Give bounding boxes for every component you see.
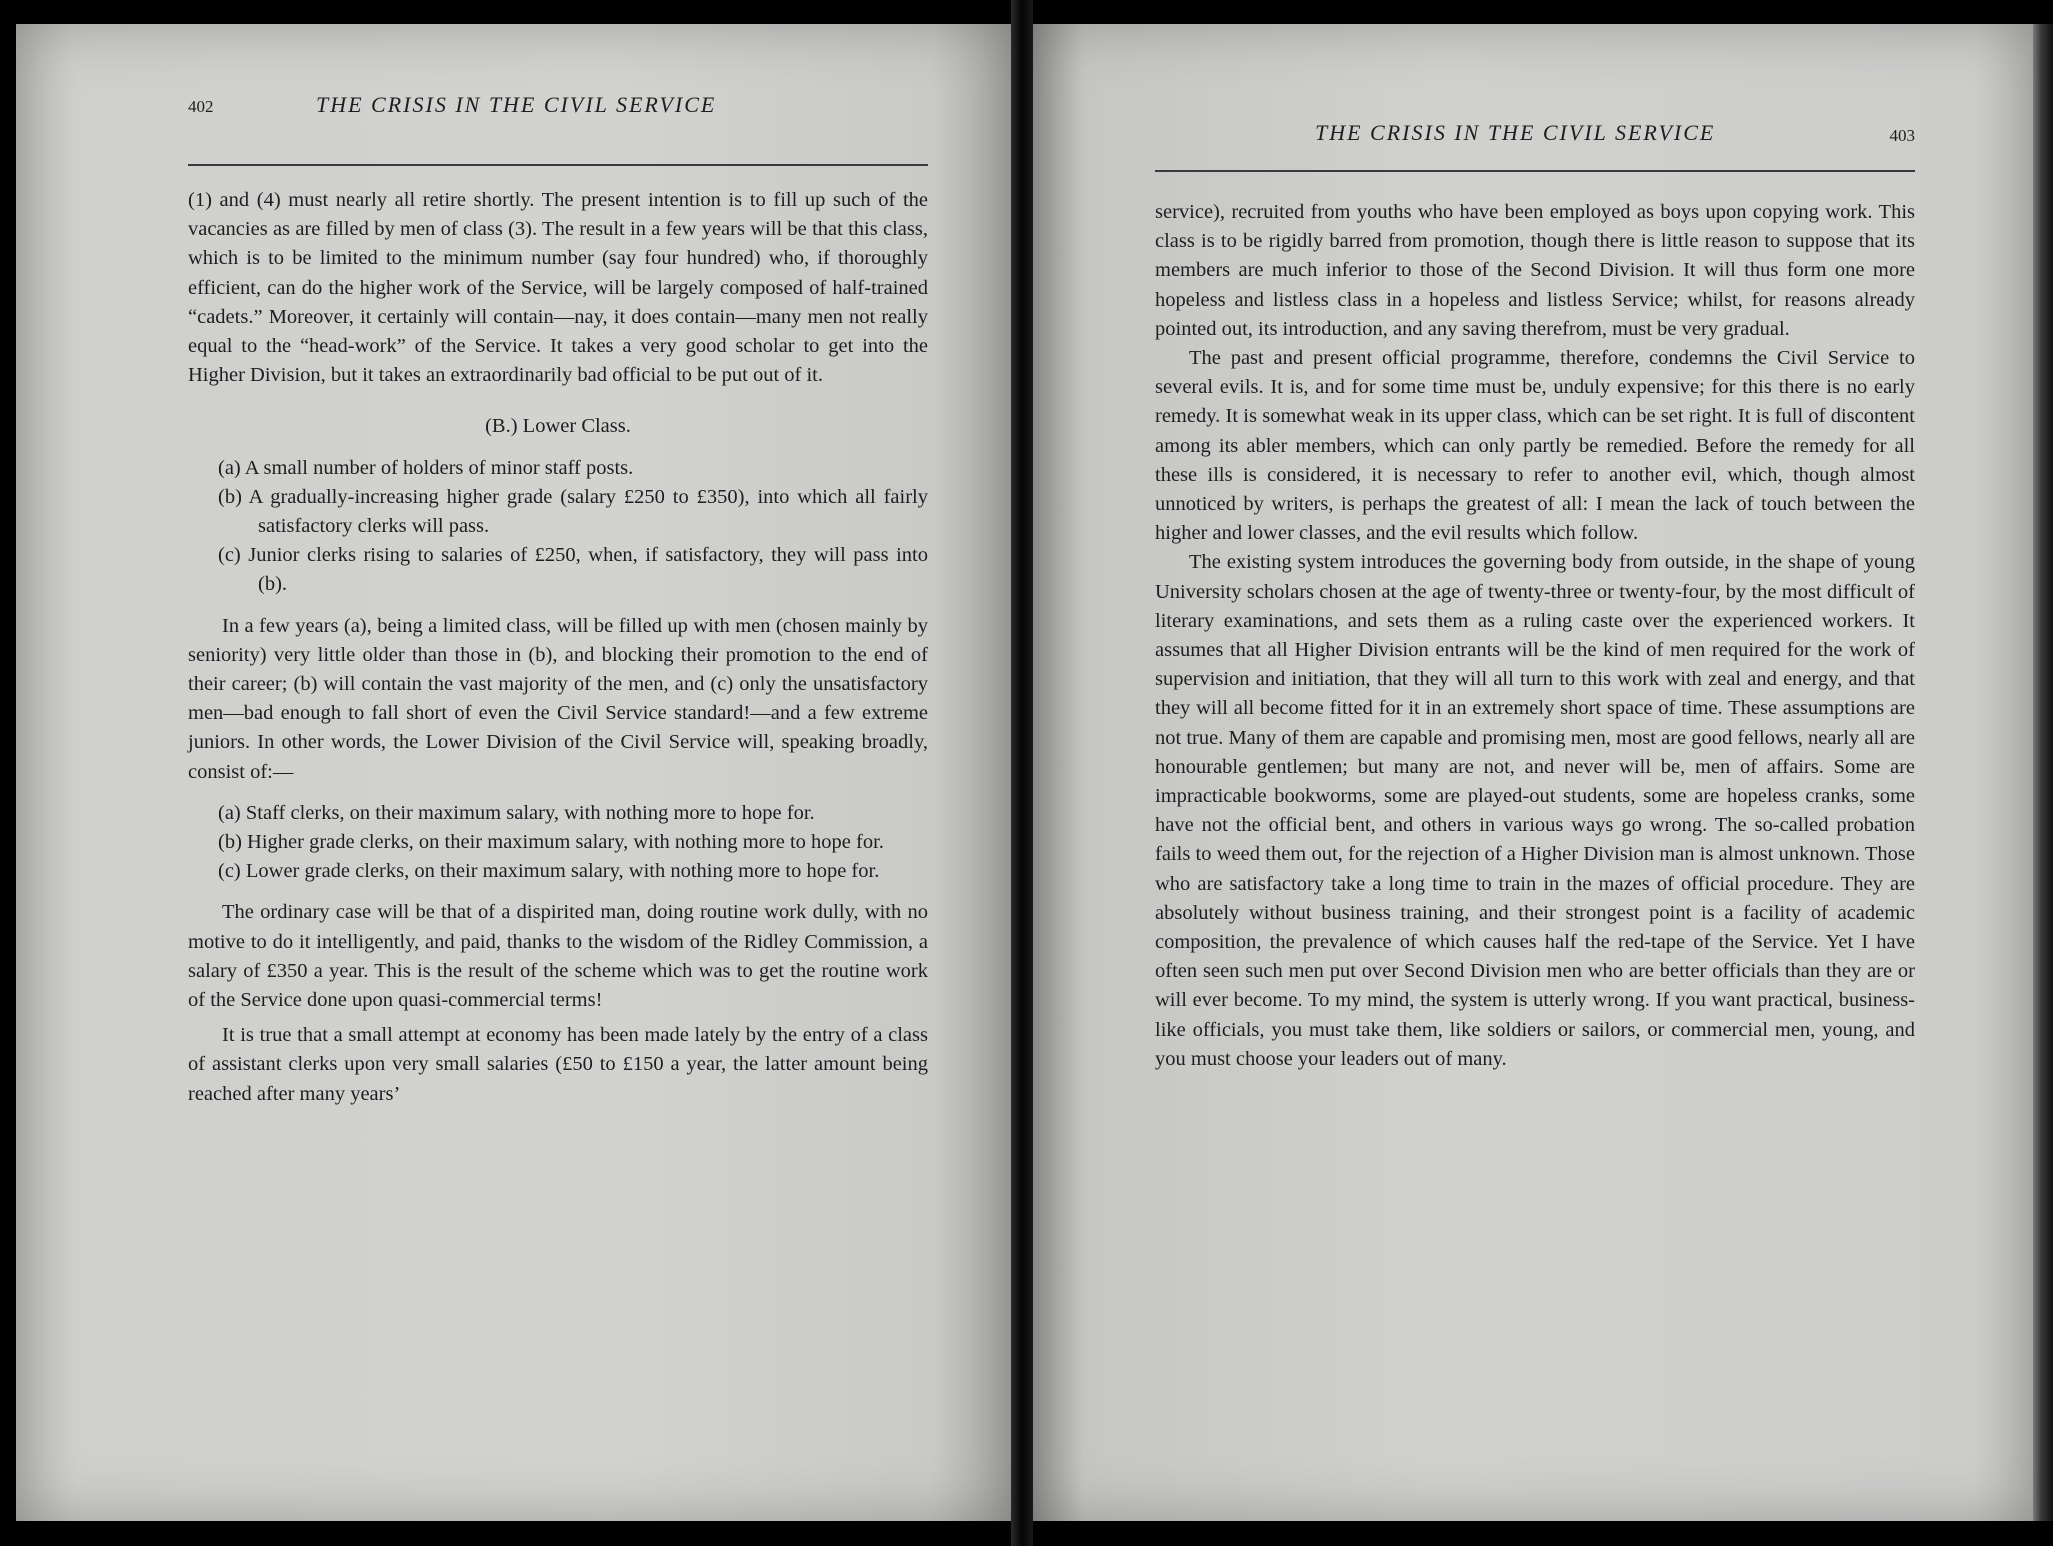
left-page <box>16 24 1011 1521</box>
left-paragraph-4: It is true that a small attempt at economy has been made lately by the entry of a class of assistant clerks upon very small salaries (£50 to £150 a year, the latter amount being reached after many years’ <box>188 1024 928 1105</box>
right-paragraph-1: service), recruited from youths who have been employed as boys upon copying work. This class is to be rigidly barred from promotion, though there is little reason to suppose that its members are much inferior to those of the Second Division. It will thus form one more hopeless and listless class in a hopeless and listless Service; whilst, for reasons already pointed out, its introduction, and any saving therefrom, must be very gradual. <box>1155 201 1915 340</box>
right-paragraph-3: The existing system introduces the governing body from outside, in the shape of young University scholars chosen at the age of twenty-three or twenty-four, by the most difficult of literary examinations, and sets them as a ruling caste over the experienced workers. It assumes that all Higher Division entrants will be the kind of men required for the work of supervision and initiation, that they will all turn to this work with zeal and energy, and that they will all become fitted for it in an extremely short space of time. These assumptions are not true. Many of them are capable and promising men, most are good fellows, nearly all are honourable gentlemen; but many are not, and never will be, men of affairs. Some are impracticable bookworms, some are played-out students, some are hopeless cranks, some have not the official bent, and others in various ways go wrong. The so-called probation fails to weed them out, for the rejection of a Higher Division man is almost unknown. Those who are satisfactory take a long time to train in the mazes of official procedure. They are absolutely without business training, and their strongest point is a facility of academic composition, the prevalence of which causes half the red-tape of the Service. Yet I have often seen such men put over Second Division men who are better officials than they are or will ever become. To my mind, the system is utterly wrong. If you want practical, business-like officials, you must take them, like soldiers or sailors, or commercial men, young, and you must choose your leaders out of many. <box>1155 551 1915 1070</box>
right-page-number: 403 <box>1889 126 1915 145</box>
list-item: (b) A gradually-increasing higher grade (salary £250 to £350), into which all fairly satisfactory clerks will pass. <box>218 485 928 538</box>
list-item: (a) Staff clerks, on their maximum salary, with nothing more to hope for. <box>218 801 815 824</box>
left-paragraph-3: The ordinary case will be that of a dispirited man, doing routine work dully, with no motive to do it intelligently, and paid, thanks to the wisdom of the Ridley Commission, a salary of £350 a year. This is the result of the scheme which was to get the routine work of the Service done upon quasi-commercial terms! <box>188 901 928 1012</box>
right-header-rule <box>1155 170 1915 172</box>
left-paragraph-2: In a few years (a), being a limited class, will be filled up with men (chosen mainly by seniority) very little older than those in (b), and blocking their promotion to the end of their career; (b) will contain the vast majority of the men, and (c) only the unsatisfactory men—bad enough to fall short of even the Civil Service standard!—and a few extreme juniors. In other words, the Lower Division of the Civil Service will, speaking broadly, consist of:— <box>188 614 928 783</box>
book-gutter <box>1011 0 1033 1546</box>
book-fore-edge <box>2033 24 2053 1521</box>
lower-class-subheading: (B.) Lower Class. <box>485 415 631 438</box>
list-item: (b) Higher grade clerks, on their maximum salary, with nothing more to hope for. <box>218 831 884 854</box>
left-running-title: THE CRISIS IN THE CIVIL SERVICE <box>316 92 717 117</box>
left-page-number: 402 <box>188 97 214 116</box>
left-paragraph-1: (1) and (4) must nearly all retire shortly. The present intention is to fill up such of the vacancies as are filled by men of class (3). The result in a few years will be that this class, which is to be limited to the minimum number (say four hundred) who, if thoroughly efficient, can do the higher work of the Service, will be largely composed of half-trained “cadets.” Moreover, it certainly will contain—nay, it does contain—many men not really equal to the “head-work” of the Service. It takes a very good scholar to get into the Higher Division, but it takes an extraordinarily bad official to be put out of it. <box>188 189 928 387</box>
left-page-body <box>188 186 928 1109</box>
right-page-body <box>1155 198 1915 1074</box>
list-item: (c) Lower grade clerks, on their maximum salary, with nothing more to hope for. <box>218 860 880 883</box>
list-item: (a) A small number of holders of minor staff posts. <box>218 456 634 479</box>
right-page <box>1033 24 2033 1521</box>
left-header-rule <box>188 164 928 166</box>
right-paragraph-2: The past and present official programme, therefore, condemns the Civil Service to several evils. It is, and for some time must be, unduly expensive; for this there is no early remedy. It is somewhat weak in its upper class, which can be set right. It is full of discontent among its abler members, which can only partly be remedied. Before the remedy for all these ills is considered, it is necessary to refer to another evil, which, though almost unnoticed by writers, is perhaps the greatest of all: I mean the lack of touch between the higher and lower classes, and the evil results which follow. <box>1155 347 1915 545</box>
list-item: (c) Junior clerks rising to salaries of £250, when, if satisfactory, they will pass into (b). <box>218 544 928 596</box>
right-running-title: THE CRISIS IN THE CIVIL SERVICE <box>1315 120 1716 145</box>
